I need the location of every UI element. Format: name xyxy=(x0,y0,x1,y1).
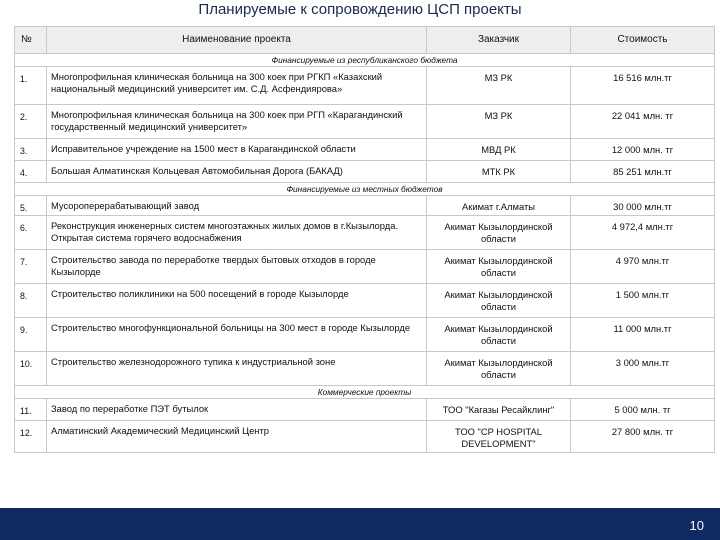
table-row xyxy=(15,421,715,453)
row-name: Большая Алматинская Кольцевая Автомобильная Дорога (БАКАД) xyxy=(47,161,427,183)
row-name: Многопрофильная клиническая больница на 300 коек при РГКП «Казахский национальный медицинский университет им. С.Д. Асфендиярова» xyxy=(47,67,427,105)
row-num: 1. xyxy=(15,67,47,105)
section-label: Финансируемые из местных бюджетов xyxy=(15,183,715,196)
row-cost: 5 000 млн. тг xyxy=(571,399,715,421)
table-row xyxy=(15,250,715,284)
row-cost: 30 000 млн.тг xyxy=(571,196,715,216)
table-row xyxy=(15,67,715,105)
row-cost: 16 516 млн.тг xyxy=(571,67,715,105)
table-row xyxy=(15,352,715,386)
row-num: 5. xyxy=(15,196,47,216)
row-name: Мусороперерабатывающий завод xyxy=(47,196,427,216)
row-name: Многопрофильная клиническая больница на 300 коек при РГП «Карагандинский государственный медицинский университет» xyxy=(47,105,427,139)
table-row xyxy=(15,216,715,250)
row-name: Строительство завода по переработке твердых бытовых отходов в городе Кызылорде xyxy=(47,250,427,284)
row-customer: ТОО "Кагазы Ресайклинг" xyxy=(427,399,571,421)
row-customer: Акимат Кызылординской области xyxy=(427,318,571,352)
row-num: 6. xyxy=(15,216,47,250)
section-row xyxy=(15,183,715,196)
row-cost: 4 970 млн.тг xyxy=(571,250,715,284)
row-name: Строительство поликлиники на 500 посещений в городе Кызылорде xyxy=(47,284,427,318)
row-cost: 11 000 млн.тг xyxy=(571,318,715,352)
section-row xyxy=(15,386,715,399)
row-name: Завод по переработке ПЭТ бутылок xyxy=(47,399,427,421)
row-customer: МТК РК xyxy=(427,161,571,183)
table-row xyxy=(15,105,715,139)
row-customer: Акимат Кызылординской области xyxy=(427,250,571,284)
row-cost: 85 251 млн.тг xyxy=(571,161,715,183)
header-customer: Заказчик xyxy=(427,27,571,54)
header-num: № xyxy=(15,27,47,54)
table-row xyxy=(15,196,715,216)
row-customer: Акимат Кызылординской области xyxy=(427,284,571,318)
table-header-row xyxy=(15,27,715,54)
row-customer: Акимат г.Алматы xyxy=(427,196,571,216)
row-cost: 3 000 млн.тг xyxy=(571,352,715,386)
section-label: Финансируемые из республиканского бюджета xyxy=(15,54,715,67)
row-num: 11. xyxy=(15,399,47,421)
row-num: 2. xyxy=(15,105,47,139)
row-cost: 12 000 млн. тг xyxy=(571,139,715,161)
page-title: Планируемые к сопровождению ЦСП проекты xyxy=(198,1,522,18)
footer-bar xyxy=(0,508,720,540)
row-customer: ТОО "CP HOSPITAL DEVELOPMENT" xyxy=(427,421,571,453)
table-row xyxy=(15,161,715,183)
row-name: Реконструкция инженерных систем многоэтажных жилых домов в г.Кызылорда. Открытая система горячего водоснабжения xyxy=(47,216,427,250)
row-customer: Акимат Кызылординской области xyxy=(427,216,571,250)
row-num: 10. xyxy=(15,352,47,386)
row-num: 7. xyxy=(15,250,47,284)
table-row xyxy=(15,399,715,421)
row-cost: 1 500 млн.тг xyxy=(571,284,715,318)
header-name: Наименование проекта xyxy=(47,27,427,54)
section-row xyxy=(15,54,715,67)
header-cost: Стоимость xyxy=(571,27,715,54)
row-customer: МЗ РК xyxy=(427,67,571,105)
row-num: 4. xyxy=(15,161,47,183)
row-cost: 4 972,4 млн.тг xyxy=(571,216,715,250)
row-name: Алматинский Академический Медицинский Центр xyxy=(47,421,427,453)
row-customer: МВД РК xyxy=(427,139,571,161)
table-row xyxy=(15,139,715,161)
table-row xyxy=(15,284,715,318)
row-cost: 27 800 млн. тг xyxy=(571,421,715,453)
page-number: 10 xyxy=(689,518,704,533)
row-num: 12. xyxy=(15,421,47,453)
table-row xyxy=(15,318,715,352)
projects-table xyxy=(14,26,715,453)
row-name: Исправительное учреждение на 1500 мест в Карагандинской области xyxy=(47,139,427,161)
row-num: 8. xyxy=(15,284,47,318)
section-label: Коммерческие проекты xyxy=(15,386,715,399)
row-cost: 22 041 млн. тг xyxy=(571,105,715,139)
row-customer: МЗ РК xyxy=(427,105,571,139)
row-name: Строительство железнодорожного тупика к индустриальной зоне xyxy=(47,352,427,386)
row-customer: Акимат Кызылординской области xyxy=(427,352,571,386)
row-name: Строительство многофункциональной больницы на 300 мест в городе Кызылорде xyxy=(47,318,427,352)
row-num: 3. xyxy=(15,139,47,161)
row-num: 9. xyxy=(15,318,47,352)
